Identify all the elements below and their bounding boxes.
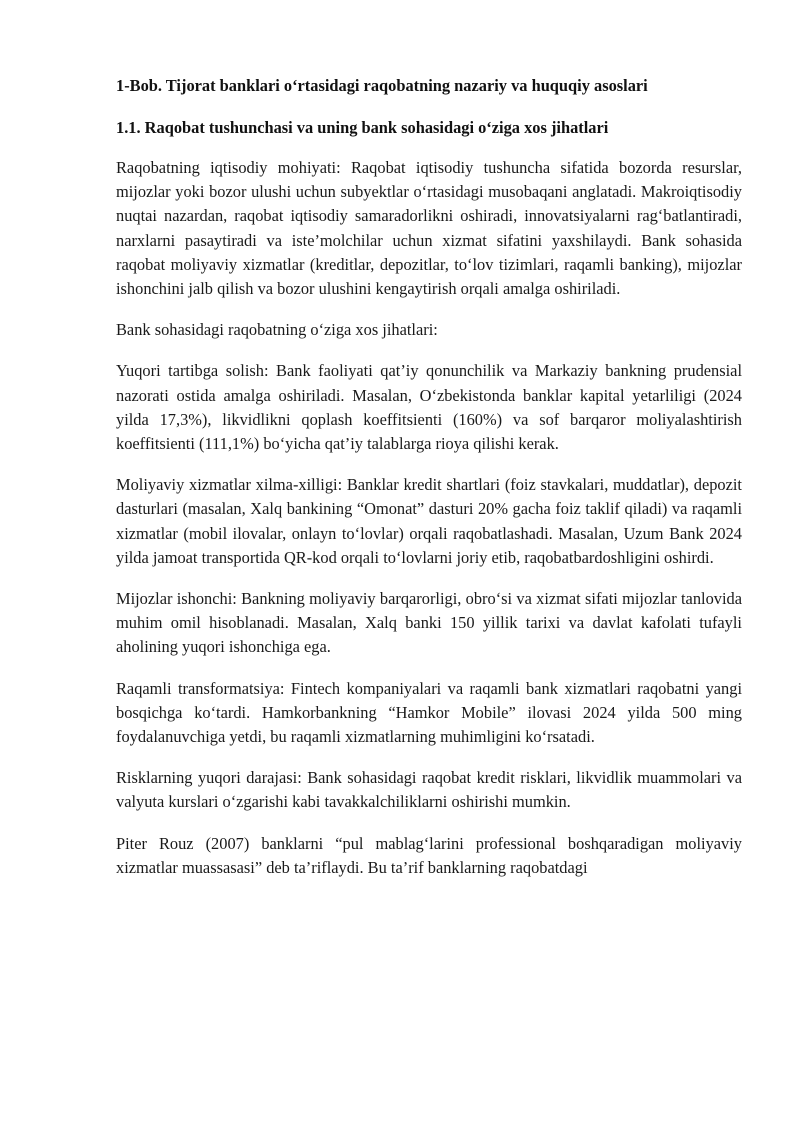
paragraph-rose-definition: Piter Rouz (2007) banklarni “pul mablag‘larini professional boshqaradigan moliyaviy xizmatlar muassasasi” deb ta’riflaydi. Bu ta’rif banklarning raqobatdagi — [116, 833, 742, 877]
paragraph-service-diversity: Moliyaviy xizmatlar xilma-xilligi: Banklar kredit shartlari (foiz stavkalari, muddatlar), depozit dasturlari (masalan, Xalq bankining “Omonat” dasturi 20% gacha foiz taklif qiladi) va raqamli xizmatlar (mobil ilovalar, onlayn to‘lovlar) orqali raqobatlashadi. Masalan, Uzum Bank 2024 yilda jamoat transportida QR-kod orqali to‘lovlarni joriy etib, raqobatbardoshligini oshirdi. — [116, 475, 742, 567]
paragraph-high-regulation: Yuqori tartibga solish: Bank faoliyati qat’iy qonunchilik va Markaziy bankning prudensial nazorati ostida amalga oshiriladi. Masalan, O‘zbekistonda banklar kapital yetarliligi (2024 yilda 17,3%), likvidlikni qoplash koeffitsienti (160%) va sof barqaror moliyalashtirish koeffitsienti (111,1%) bo‘yicha qat’iy talablarga rioya qilishi kerak. — [116, 361, 742, 454]
chapter-title: 1-Bob. Tijorat banklari o‘rtasidagi raqobatning nazariy va huquqiy asoslari — [116, 76, 648, 95]
paragraph-digital-transformation: Raqamli transformatsiya: Fintech kompaniyalari va raqamli bank xizmatlari raqobatni yangi bosqichga ko‘tardi. Hamkorbankning “Hamkor Mobile” ilovasi 2024 yilda 500 ming foydalanuvchiga yetdi, bu raqamli xizmatlarning muhimligini ko‘rsatadi. — [116, 678, 742, 747]
paragraph-risk-level: Risklarning yuqori darajasi: Bank sohasidagi raqobat kredit risklari, likvidlik muammolari va valyuta kurslari o‘zgarishi kabi tavakkalchiliklarni oshirishi mumkin. — [116, 768, 742, 812]
paragraph-customer-trust: Mijozlar ishonchi: Bankning moliyaviy barqarorligi, obro‘si va xizmat sifati mijozlar tanlovida muhim omil hisoblanadi. Masalan, Xalq banki 150 yillik tarixi va davlat kafolati tufayli aholining yuqori ishonchiga ega. — [116, 589, 742, 657]
document-body — [116, 74, 742, 880]
section-title: 1.1. Raqobat tushunchasi va uning bank sohasidagi o‘ziga xos jihatlari — [116, 118, 609, 137]
paragraph-specific-features-intro: Bank sohasidagi raqobatning o‘ziga xos jihatlari: — [116, 320, 438, 340]
paragraph-economic-essence: Raqobatning iqtisodiy mohiyati: Raqobat iqtisodiy tushuncha sifatida bozorda resurslar, mijozlar yoki bozor ulushi uchun subyektlar o‘rtasidagi musobaqani anglatadi. Makroiqtisodiy nuqtai nazardan, raqobat iqtisodiy samaradorlikni oshiradi, innovatsiyalarni rag‘batlantiradi, narxlarni pasaytiradi va iste’molchilar uchun xizmat sifatini yaxshilaydi. Bank sohasida raqobat moliyaviy xizmatlar (kreditlar, depozitlar, to‘lov tizimlari, raqamli banking), mijozlar ishonchini jalb qilish va bozor ulushini kengaytirish orqali amalga oshiriladi. — [116, 158, 742, 299]
